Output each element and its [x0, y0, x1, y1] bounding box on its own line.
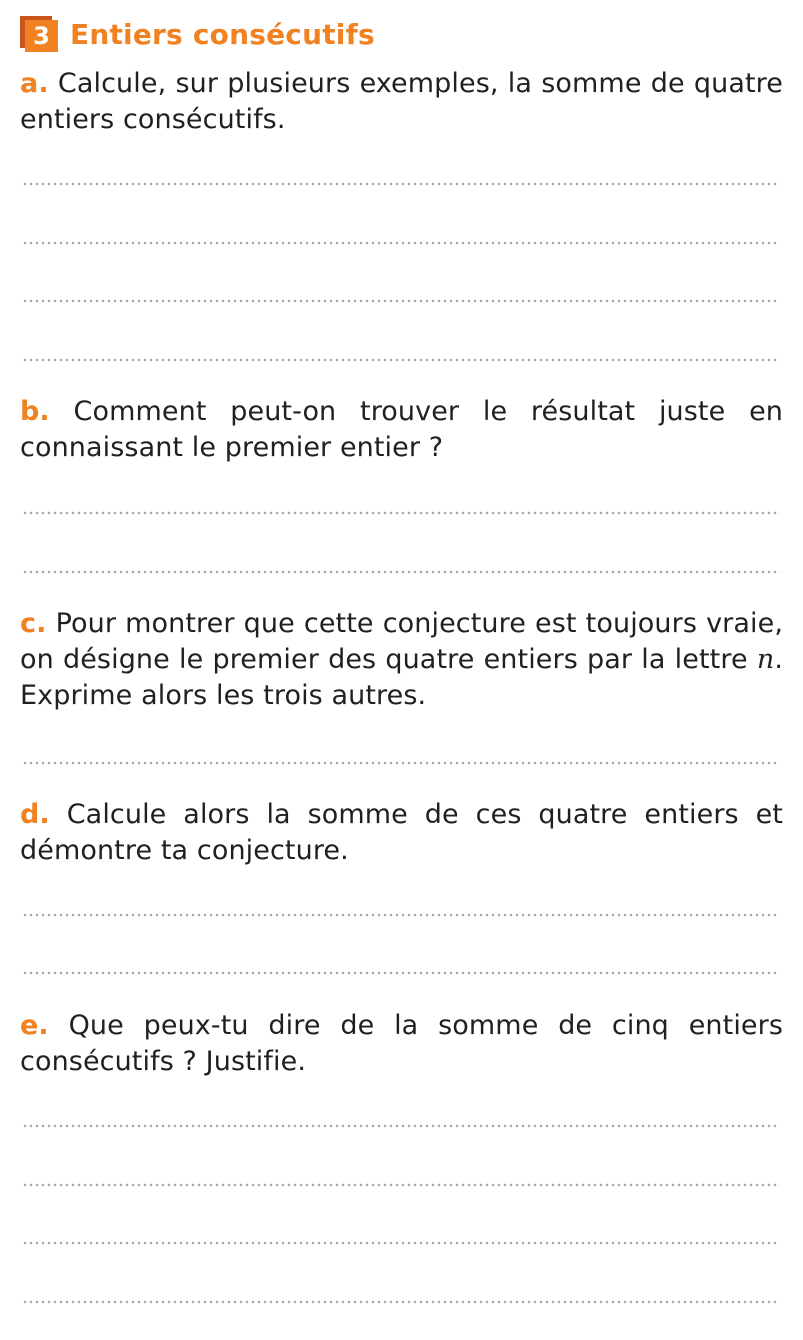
- question-b: [20, 394, 783, 466]
- variable-n: n: [756, 644, 775, 675]
- question-text: Calcule alors la somme de ces quatre entiers et démontre ta conjecture.: [20, 799, 783, 866]
- answer-line[interactable]: [22, 182, 780, 186]
- answer-line[interactable]: [22, 358, 780, 362]
- question-text: Comment peut-on trouver le résultat juste en connaissant le premier entier ?: [20, 396, 783, 463]
- answer-line[interactable]: [22, 570, 780, 574]
- question-text: Que peux-tu dire de la somme de cinq entiers consécutifs ? Justifie.: [20, 1010, 783, 1077]
- question-c: [20, 606, 783, 714]
- question-e: [20, 1008, 783, 1080]
- answer-line[interactable]: [22, 971, 780, 975]
- exercise-title: Entiers consécutifs: [70, 17, 375, 51]
- answer-line[interactable]: [22, 1300, 780, 1304]
- question-text: Calcule, sur plusieurs exemples, la somme de quatre entiers consécutifs.: [20, 68, 784, 135]
- answer-line[interactable]: [22, 1124, 780, 1128]
- question-d: [20, 797, 783, 869]
- question-letter: c.: [20, 608, 47, 639]
- question-letter: e.: [20, 1010, 49, 1041]
- answer-line[interactable]: [22, 761, 780, 765]
- exercise-header: [20, 14, 375, 54]
- question-text-end: . Exprime alors les trois autres.: [20, 644, 784, 711]
- question-letter: d.: [20, 799, 50, 830]
- answer-line[interactable]: [22, 511, 780, 515]
- exercise-number-badge: [20, 16, 58, 52]
- question-letter: b.: [20, 396, 50, 427]
- question-a: [20, 66, 783, 138]
- answer-line[interactable]: [22, 1183, 780, 1187]
- answer-line[interactable]: [22, 241, 780, 245]
- exercise-number: 3: [25, 20, 58, 52]
- question-text: Pour montrer que cette conjecture est toujours vraie, on désigne le premier des quatre entiers par la lettre: [20, 608, 784, 675]
- question-letter: a.: [20, 68, 49, 99]
- answer-line[interactable]: [22, 299, 780, 303]
- answer-line[interactable]: [22, 1241, 780, 1245]
- answer-line[interactable]: [22, 913, 780, 917]
